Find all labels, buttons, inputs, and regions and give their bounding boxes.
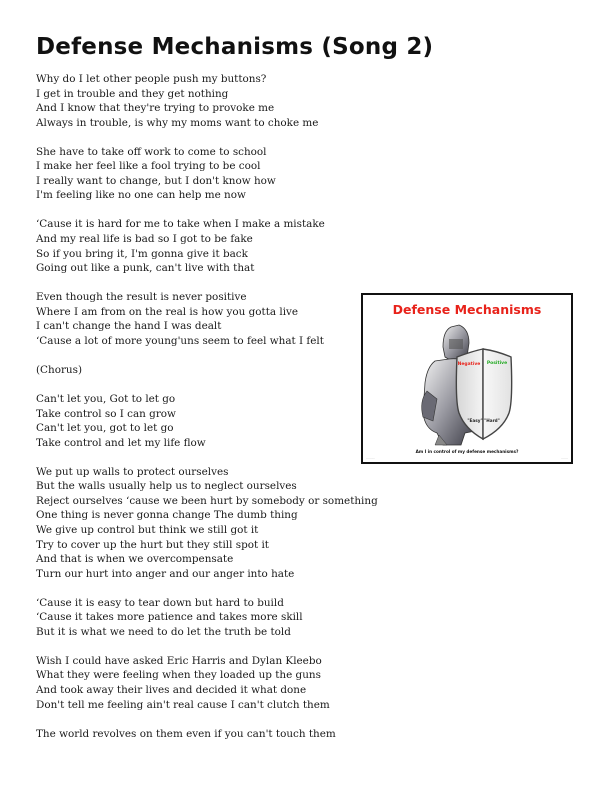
lyric-line: Going out like a punk, can't live with that: [36, 262, 255, 275]
lyric-line: I make her feel like a fool trying to be cool: [36, 160, 261, 173]
lyric-line: And took away their lives and decided it what done: [36, 683, 307, 696]
lyrics-body: [36, 72, 416, 756]
lyrics-stanza: [36, 654, 416, 712]
lyrics-stanza: [36, 727, 416, 742]
lyric-line: Don't tell me feeling ain't real cause I can't clutch them: [36, 698, 330, 711]
lyric-line: I'm feeling like no one can help me now: [36, 189, 246, 202]
lyrics-stanza: [36, 217, 416, 275]
lyric-line: And my real life is bad so I got to be fake: [36, 233, 253, 246]
lyric-line: I get in trouble and they get nothing: [36, 87, 229, 100]
lyric-line: I can't change the hand I was dealt: [36, 320, 222, 333]
lyric-line: One thing is never gonna change The dumb thing: [36, 509, 298, 522]
lyric-line: Can't let you, got to let go: [36, 422, 174, 435]
lyric-line: Why do I let other people push my buttons?: [36, 73, 267, 85]
knight-with-shield-icon: [413, 321, 523, 447]
lyric-line: Take control so I can grow: [36, 407, 176, 420]
shield-easy-label: "Easy": [467, 418, 483, 423]
lyric-line: And I know that they're trying to provoke me: [36, 102, 275, 115]
shield-hard-label: "Hard": [484, 418, 500, 423]
lyric-line: But it is what we need to do let the truth be told: [36, 625, 291, 638]
lyric-line: But the walls usually help us to neglect ourselves: [36, 480, 297, 493]
lyric-line: We put up walls to protect ourselves: [36, 465, 229, 478]
lyrics-stanza: [36, 596, 416, 640]
figure-credit-left: ·········: [366, 456, 375, 460]
lyric-line: Reject ourselves ‘cause we been hurt by somebody or something: [36, 494, 378, 507]
lyric-line: Wish I could have asked Eric Harris and Dylan Kleebo: [36, 654, 322, 667]
lyric-line: Always in trouble, is why my moms want to choke me: [36, 116, 319, 129]
lyric-line: Try to cover up the hurt but they still spot it: [36, 538, 269, 551]
lyric-line: So if you bring it, I'm gonna give it back: [36, 247, 248, 260]
lyric-line: The world revolves on them even if you can't touch them: [36, 727, 336, 740]
lyrics-stanza: [36, 392, 416, 450]
lyric-line: Can't let you, Got to let go: [36, 393, 176, 406]
figure-caption: Am I in control of my defense mechanisms?: [415, 449, 519, 454]
lyrics-stanza: [36, 145, 416, 203]
lyrics-stanza: [36, 363, 416, 378]
shield-negative-label: Negative: [457, 362, 481, 367]
lyric-line: Even though the result is never positive: [36, 291, 247, 304]
lyric-line: I really want to change, but I don't know how: [36, 174, 276, 187]
page-title: Defense Mechanisms (Song 2): [36, 34, 434, 60]
lyric-line: ‘Cause a lot of more young'uns seem to feel what I felt: [36, 334, 324, 347]
lyric-line: ‘Cause it takes more patience and takes more skill: [36, 611, 303, 624]
lyric-line: We give up control but think we still got it: [36, 523, 259, 536]
lyric-line: ‘Cause it is easy to tear down but hard to build: [36, 596, 284, 609]
defense-mechanisms-figure: [361, 293, 573, 464]
lyrics-stanza: [36, 465, 416, 581]
lyrics-stanza: [36, 290, 416, 348]
lyric-line: She have to take off work to come to school: [36, 145, 267, 158]
lyric-line: (Chorus): [36, 363, 82, 376]
lyric-line: And that is when we overcompensate: [36, 553, 234, 566]
lyric-line: What they were feeling when they loaded up the guns: [36, 669, 321, 682]
lyric-line: Where I am from on the real is how you gotta live: [36, 305, 299, 318]
lyric-line: Take control and let my life flow: [36, 436, 206, 449]
lyric-line: ‘Cause it is hard for me to take when I make a mistake: [36, 218, 325, 231]
shield-positive-label: Positive: [486, 361, 508, 366]
figure-credit-right: ·······: [561, 456, 568, 460]
lyrics-stanza: [36, 72, 416, 130]
figure-title: Defense Mechanisms: [392, 302, 542, 317]
lyric-line: Turn our hurt into anger and our anger into hate: [36, 567, 295, 580]
